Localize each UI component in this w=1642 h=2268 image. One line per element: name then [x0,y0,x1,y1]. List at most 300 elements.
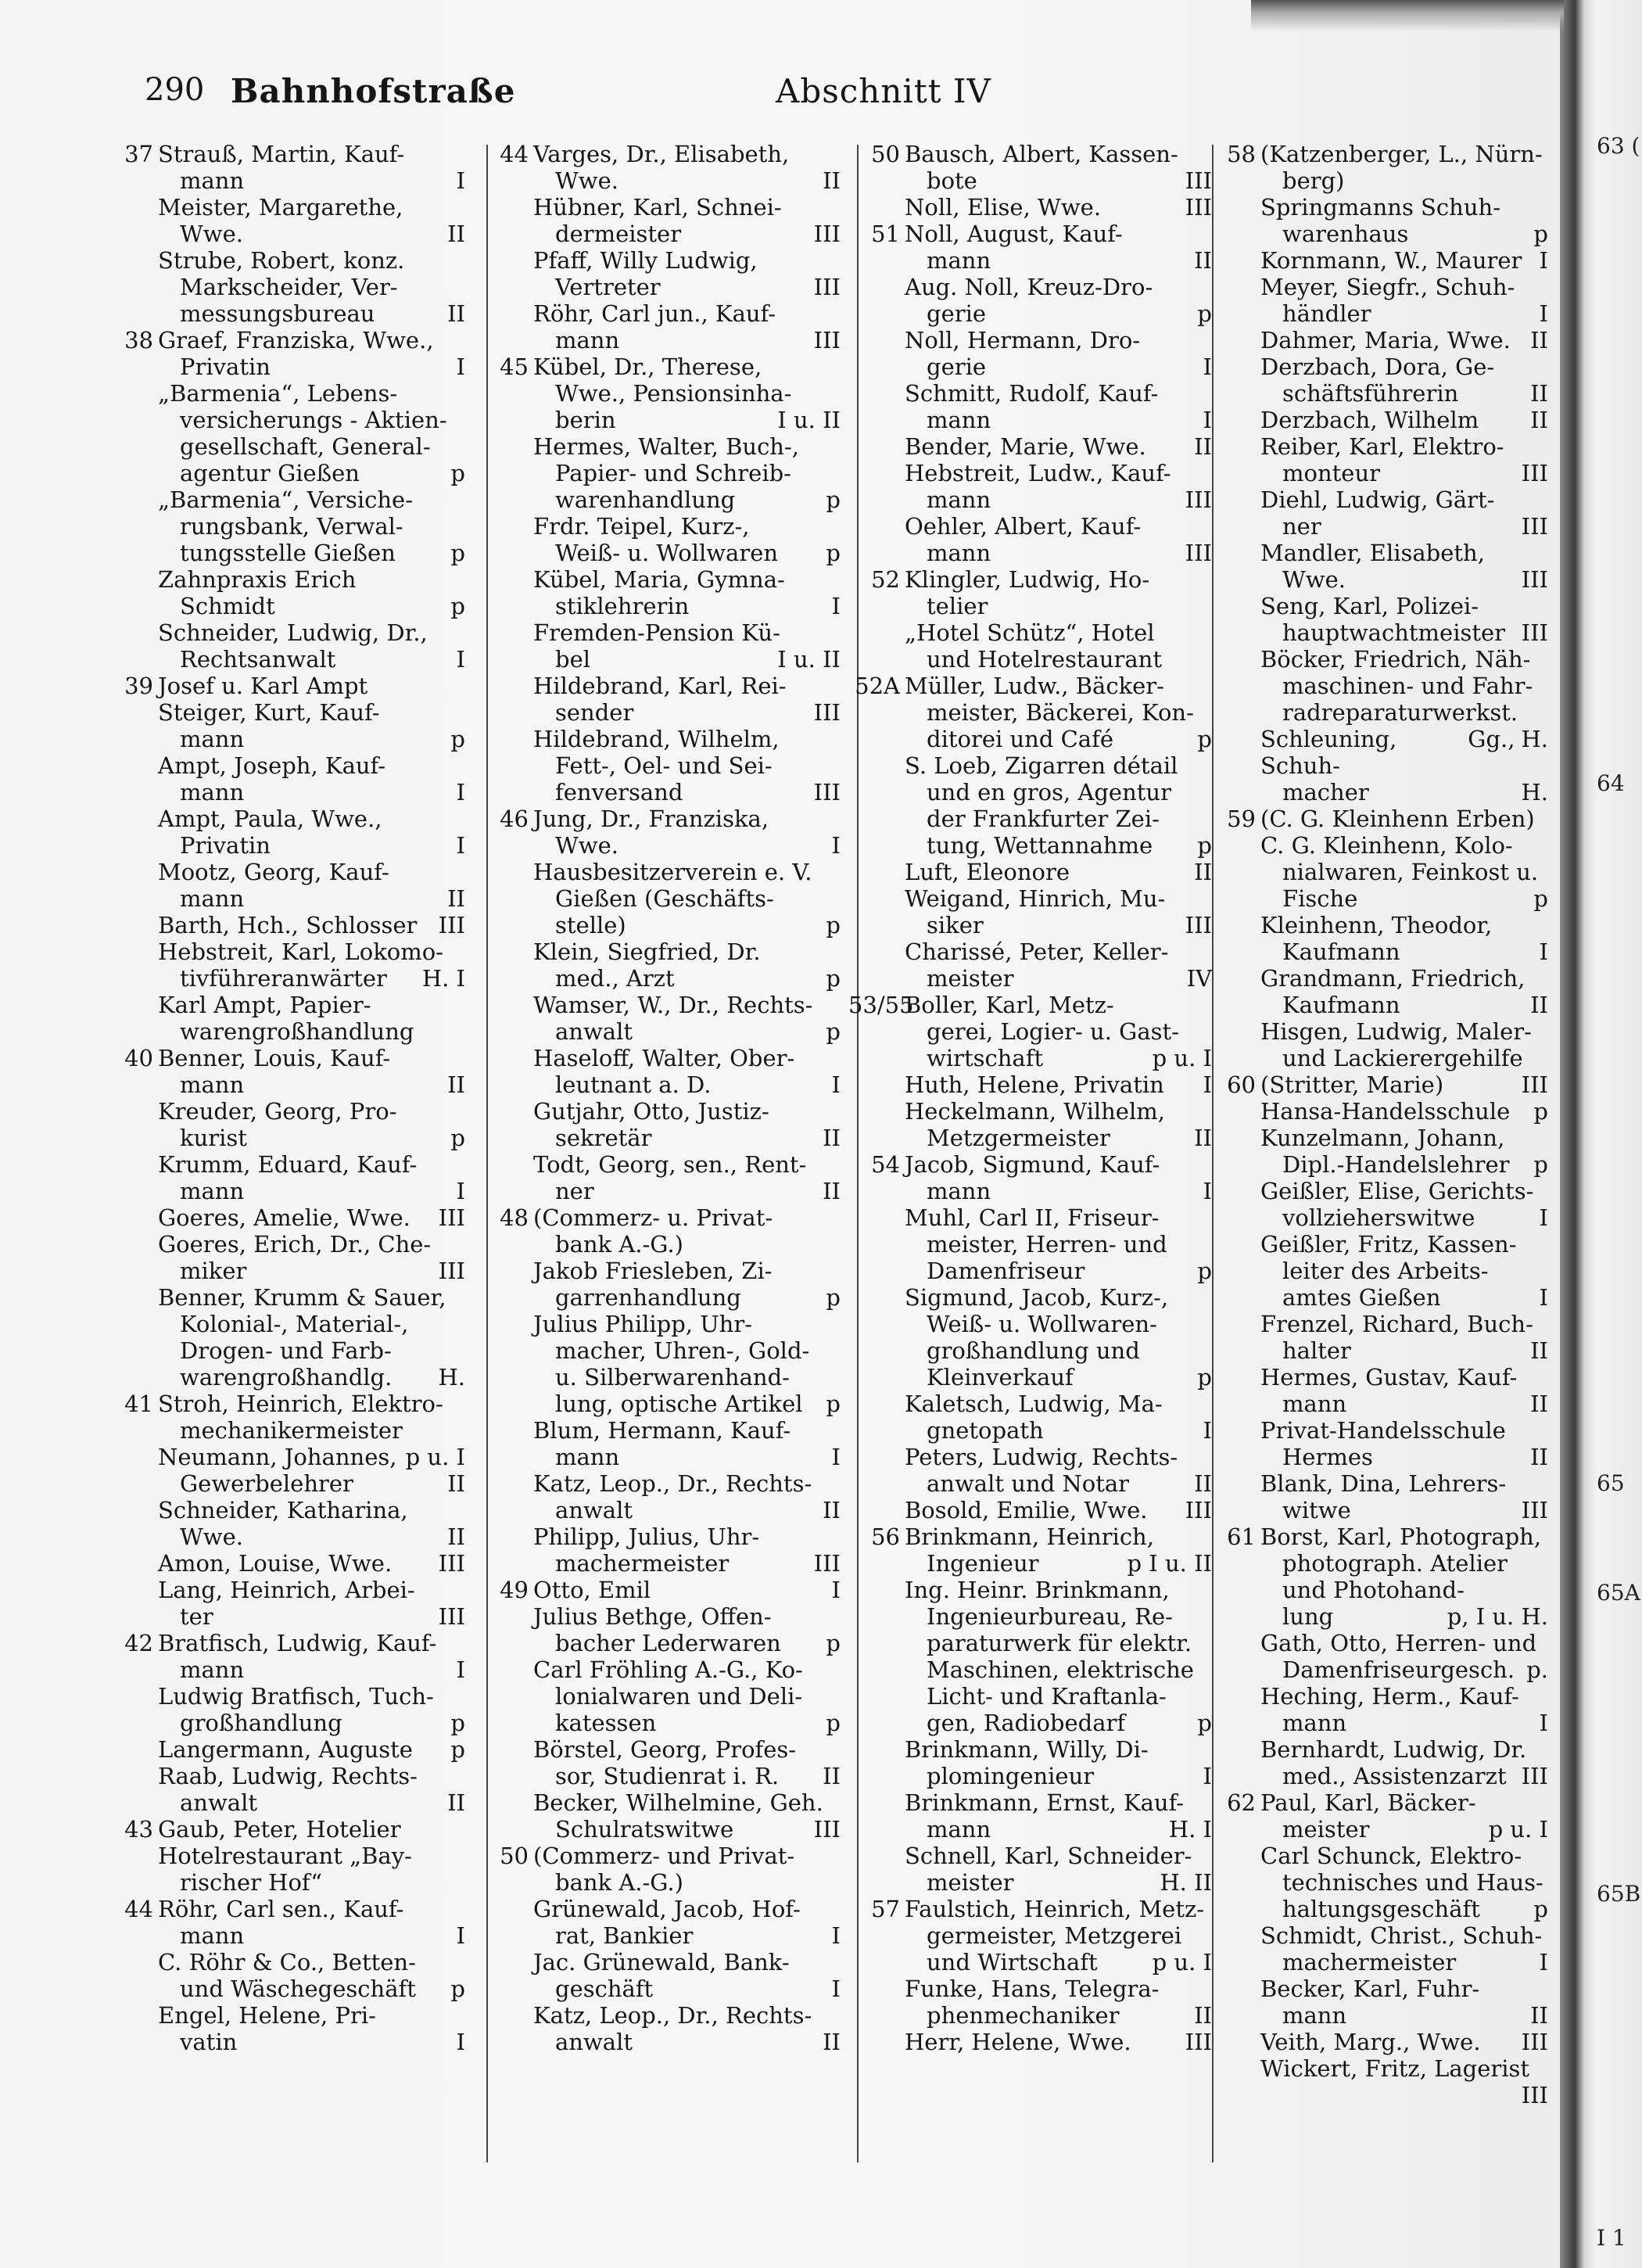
floor-indicator: III [438,1603,465,1630]
entry-name-line [905,1098,1212,1125]
entry-text: Wwe., Pensionsinha- [555,380,792,407]
entry-continuation-line [905,1630,1212,1656]
directory-entry [117,699,465,752]
floor-indicator: p [450,1710,465,1736]
floor-indicator: III [813,221,841,247]
directory-entry [864,1976,1212,2029]
entry-continuation-line [1260,1204,1548,1231]
entry-continuation-line [905,646,1212,673]
entry-name-line [533,2002,841,2029]
entry-name-line [533,1045,841,1071]
entry-text: Hausbesitzerverein e. V. [533,859,812,885]
entry-text: ditorei und Café [927,726,1113,752]
entry-text: Lang, Heinrich, Arbei- [158,1577,415,1603]
floor-indicator: II [447,221,465,247]
entry-name-line [1260,486,1548,513]
entry-text: leutnant a. D. [555,1071,712,1098]
entry-text: Ludwig Bratfisch, Tuch- [158,1683,434,1710]
entry-continuation-line [905,1816,1212,1843]
entry-text: (Katzenberger, L., Nürn- [1260,141,1543,167]
entry-name-line [905,752,1212,779]
directory-entry [493,806,841,859]
entry-name-line [1260,1311,1548,1337]
entry-text: Kleinhenn, Theodor, [1260,912,1493,938]
floor-indicator: p [1197,1710,1212,1736]
directory-entry [117,2002,465,2055]
directory-entry [1220,194,1548,247]
entry-text: Krumm, Eduard, Kauf- [158,1151,418,1178]
entry-text: Mandler, Elisabeth, [1260,540,1485,566]
floor-indicator: II [823,167,841,194]
entry-continuation-line [1260,885,1548,912]
entry-text: mann [1282,1710,1347,1736]
entry-continuation-line [158,513,465,540]
floor-indicator: I [1203,1178,1212,1204]
entry-name-line [905,513,1212,540]
directory-entry [864,1391,1212,1444]
entry-text: photograph. Atelier [1282,1550,1508,1577]
entry-name-line [158,1949,465,1976]
entry-continuation-line [1260,460,1548,486]
directory-entry [493,1045,841,1098]
entry-continuation-line [1260,1603,1548,1630]
entry-text: Fett-, Oel- und Sei- [555,752,773,779]
entry-text: Weigand, Hinrich, Mu- [905,885,1166,912]
entry-text: Hebstreit, Ludw., Kauf- [905,460,1171,486]
floor-indicator: III [813,779,841,806]
floor-indicator: I [831,1071,841,1098]
entry-text: sender [555,699,634,726]
floor-indicator: I [831,1577,841,1603]
entry-continuation-line [158,353,465,380]
entry-text: Kübel, Dr., Therese, [533,353,762,380]
entry-text: warengroßhandlung [180,1018,414,1045]
directory-entry [864,221,1212,274]
entry-continuation-line [905,1763,1212,1789]
entry-text: S. Loeb, Zigarren détail [905,752,1178,779]
entry-name-line [905,1976,1212,2002]
floor-indicator: I [831,832,841,859]
entry-text: Kaufmann [1282,992,1400,1018]
entry-text: tungsstelle Gießen [180,540,396,566]
entry-continuation-line [158,167,465,194]
entry-text: lung [1282,1603,1334,1630]
house-number: 52 [871,566,900,593]
entry-name-line [533,433,841,460]
entry-text: Goeres, Erich, Dr., Che- [158,1231,432,1258]
entry-name-line [533,1258,841,1284]
entry-text: meister, Herren- und [927,1231,1167,1258]
directory-entry [117,1736,465,1763]
entry-name-line [533,726,841,752]
entry-text: Borst, Karl, Photograph, [1260,1523,1542,1550]
entry-name-line [533,1470,841,1497]
entry-text: Noll, August, Kauf- [905,221,1123,247]
entry-text: Dahmer, Maria, Wwe. [1260,327,1511,353]
entry-text: Benner, Krumm & Sauer, [158,1284,446,1311]
entry-name-line [1260,1976,1548,2002]
entry-continuation-line [905,1311,1212,1337]
entry-text: Boller, Karl, Metz- [905,992,1114,1018]
floor-indicator: II [1530,327,1548,353]
entry-text: mechanikermeister [180,1417,403,1444]
directory-entry [1220,965,1548,1018]
entry-name-line [1260,1736,1548,1763]
entry-text: katessen [555,1710,657,1736]
entry-text: tung, Wettannahme [927,832,1153,859]
entry-continuation-line [533,832,841,859]
entry-name-line [905,194,1212,221]
entry-text: Metzgermeister [927,1125,1110,1151]
entry-text: Fremden-Pension Kü- [533,619,780,646]
entry-name-line [1260,1018,1548,1045]
entry-continuation-line [533,327,841,353]
entry-text: „Barmenia“, Versiche- [158,486,413,513]
entry-name-line [533,1736,841,1763]
directory-entry [1220,1178,1548,1231]
entry-text: phenmechaniker [927,2002,1120,2029]
entry-name-line [533,1151,841,1178]
floor-indicator: p [1197,832,1212,859]
entry-name-line [1260,1071,1548,1098]
entry-continuation-line [533,1071,841,1098]
entry-continuation-line [158,1071,465,1098]
directory-entry [117,486,465,566]
entry-text: Hansa-Handelsschule [1260,1098,1511,1125]
entry-text: mann [180,1071,245,1098]
entry-text: Karl Ampt, Papier- [158,992,371,1018]
entry-text: Weiß- u. Wollwaren [555,540,779,566]
entry-name-line [533,141,841,167]
floor-indicator: II [447,885,465,912]
entry-name-line [533,566,841,593]
entry-name-line [533,619,841,646]
floor-indicator: I [456,1178,465,1204]
floor-indicator: p u. I [405,1444,465,1470]
entry-text: rat, Bankier [555,1922,694,1949]
entry-continuation-line [533,1922,841,1949]
entry-text: mann [927,407,991,433]
entry-text: Schulratswitwe [555,1816,734,1843]
directory-entry [493,1843,841,1896]
floor-indicator: II [447,1470,465,1497]
directory-entry [117,1444,465,1497]
entry-text: vollzieherswitwe [1282,1204,1475,1231]
entry-text: Otto, Emil [533,1577,651,1603]
floor-indicator: III [1185,912,1212,938]
entry-text: Hebstreit, Karl, Lokomo- [158,938,443,965]
entry-continuation-line [158,1125,465,1151]
entry-text: mann [180,167,245,194]
entry-name-line [158,1045,465,1071]
directory-entry [493,1151,841,1204]
entry-text: Steiger, Kurt, Kauf- [158,699,380,726]
directory-entry [864,938,1212,992]
house-number: 37 [124,141,153,167]
entry-continuation-line [533,2029,841,2055]
entry-text: Licht- und Kraftanla- [927,1683,1167,1710]
floor-indicator: I [1539,247,1548,274]
floor-indicator: p [1533,885,1548,912]
directory-entry [1220,1683,1548,1736]
entry-continuation-line [905,1018,1212,1045]
directory-entry [117,247,465,327]
entry-text: stelle) [555,912,626,938]
floor-indicator: III [1521,1071,1548,1098]
directory-entry [117,1896,465,1949]
entry-name-line [1260,1523,1548,1550]
house-number: 57 [871,1896,900,1922]
floor-indicator: I [1539,1284,1548,1311]
entry-text: vatin [180,2029,238,2055]
adjacent-page-fragment: 65 [1597,1470,1625,1496]
entry-text: Carl Fröhling A.-G., Ko- [533,1656,803,1683]
floor-indicator: I [456,832,465,859]
entry-text: Hildebrand, Karl, Rei- [533,673,787,699]
floor-indicator: p [826,540,841,566]
entry-text: ner [555,1178,594,1204]
entry-text: sekretär [555,1125,652,1151]
entry-name-line [158,1843,465,1869]
entry-text: amtes Gießen [1282,1284,1441,1311]
entry-continuation-line [905,300,1212,327]
entry-text: lonialwaren und Deli- [555,1683,803,1710]
entry-name-line [905,1071,1212,1098]
floor-indicator: p [826,1391,841,1417]
entry-name-line [1260,274,1548,300]
house-number: 43 [124,1816,153,1843]
directory-entry [1220,1976,1548,2029]
entry-text: telier [927,593,988,619]
entry-text: Brinkmann, Heinrich, [905,1523,1154,1550]
entry-text: Kunzelmann, Johann, [1260,1125,1505,1151]
column-divider [1212,145,1214,2162]
floor-indicator: II [1194,247,1212,274]
entry-name-line [1260,247,1548,274]
directory-entry [117,1843,465,1896]
directory-entry [493,566,841,619]
entry-continuation-line [905,167,1212,194]
entry-name-line [158,992,465,1018]
entry-text: Bosold, Emilie, Wwe. [905,1497,1148,1523]
directory-entry [493,1470,841,1523]
directory-column-1 [117,141,465,2252]
entry-continuation-line [905,1045,1212,1071]
entry-continuation-line [905,726,1212,752]
entry-continuation-line [533,1816,841,1843]
directory-column-2 [493,141,841,2252]
directory-entry [1220,1789,1548,1843]
directory-entry [864,2029,1212,2055]
floor-indicator: p [826,1630,841,1656]
entry-continuation-line [158,1364,465,1391]
entry-name-line [158,859,465,885]
entry-text: warengroßhandlg. [180,1364,393,1391]
entry-text: Kornmann, W., Maurer [1260,247,1522,274]
entry-name-line [905,1444,1212,1470]
entry-text: mann [180,885,245,912]
entry-text: gen, Radiobedarf [927,1710,1126,1736]
floor-indicator: I [1203,1763,1212,1789]
floor-indicator: I [1539,1710,1548,1736]
entry-continuation-line [533,1444,841,1470]
entry-text: Jakob Friesleben, Zi- [533,1258,773,1284]
entry-continuation-line [1260,1550,1548,1577]
directory-entry [864,1444,1212,1497]
entry-text: geschäft [555,1976,654,2002]
entry-continuation-line [533,1125,841,1151]
entry-continuation-line [533,221,841,247]
directory-entry [864,1497,1212,1523]
entry-text: Barth, Hch., Schlosser [158,912,418,938]
directory-entry [493,247,841,300]
house-number: 62 [1227,1789,1256,1816]
entry-text: Röhr, Carl jun., Kauf- [533,300,776,327]
entry-text: Hermes, Walter, Buch-, [533,433,799,460]
entry-text: mann [1282,1391,1347,1417]
house-number: 50 [871,141,900,167]
entry-text: rischer Hof“ [180,1869,323,1896]
entry-name-line [1260,407,1548,433]
directory-entry [493,141,841,194]
entry-name-line [1260,1098,1548,1125]
floor-indicator: I [1539,300,1548,327]
floor-indicator: p [826,486,841,513]
entry-text: Wwe. [555,167,619,194]
entry-text: Langermann, Auguste [158,1736,413,1763]
entry-text: Carl Schunck, Elektro- [1260,1843,1522,1869]
entry-text: meister [1282,1816,1370,1843]
entry-text: Hisgen, Ludwig, Maler- [1260,1018,1532,1045]
floor-indicator: I u. II [777,407,841,433]
floor-indicator: p [1533,221,1548,247]
entry-text: Hildebrand, Wilhelm, [533,726,780,752]
entry-name-line [158,1497,465,1523]
entry-continuation-line [1260,1577,1548,1603]
entry-text: haltungsgeschäft [1282,1896,1480,1922]
entry-name-line [905,1843,1212,1869]
entry-text: Philipp, Julius, Uhr- [533,1523,760,1550]
directory-entry [1220,1630,1548,1683]
directory-entry [1220,327,1548,353]
entry-continuation-line [1260,1151,1548,1178]
floor-indicator: III [1185,194,1212,221]
floor-indicator: III [438,912,465,938]
floor-indicator: p u. I [1152,1045,1212,1071]
entry-name-line [158,1630,465,1656]
directory-entry [493,992,841,1045]
entry-continuation-line [533,1018,841,1045]
entry-text: Huth, Helene, Privatin [905,1071,1164,1098]
entry-text: maschinen- und Fahr- [1282,673,1533,699]
entry-name-line [533,194,841,221]
entry-text: Fische [1282,885,1358,912]
entry-continuation-line [1260,1869,1548,1896]
entry-text: Brinkmann, Willy, Di- [905,1736,1149,1763]
entry-continuation-line [533,407,841,433]
entry-text: Jac. Grünewald, Bank- [533,1949,790,1976]
entry-text: garrenhandlung [555,1284,741,1311]
directory-entry [493,1577,841,1603]
entry-name-line [905,274,1212,300]
entry-text: Todt, Georg, sen., Rent- [533,1151,807,1178]
entry-name-line [533,1204,841,1231]
entry-text: Noll, Hermann, Dro- [905,327,1141,353]
directory-entry [493,1417,841,1470]
entry-continuation-line [905,1364,1212,1391]
entry-text: gesellschaft, General- [180,433,431,460]
directory-entry [1220,1843,1548,1922]
entry-text: „Barmenia“, Lebens- [158,380,398,407]
entry-text: mann [927,1178,991,1204]
entry-name-line [158,1444,465,1470]
entry-text: Herr, Helene, Wwe. [905,2029,1131,2055]
entry-continuation-line [1260,1656,1548,1683]
entry-text: und en gros, Agentur [927,779,1171,806]
entry-text: mann [180,779,245,806]
entry-text: und Lackierergehilfe [1282,1045,1523,1071]
entry-text: Bausch, Albert, Kassen- [905,141,1178,167]
entry-continuation-line [158,885,465,912]
entry-name-line [905,885,1212,912]
entry-name-line [1260,593,1548,619]
floor-indicator: I [831,1976,841,2002]
entry-text: Julius Philipp, Uhr- [533,1311,752,1337]
directory-entry [493,1603,841,1656]
entry-continuation-line [1260,1444,1548,1470]
house-number: 58 [1227,141,1256,167]
entry-continuation-line [158,300,465,327]
floor-indicator: II [447,1789,465,1816]
floor-indicator: p [450,460,465,486]
directory-entry [864,1204,1212,1284]
entry-continuation-line [533,167,841,194]
directory-entry [493,1789,841,1843]
entry-text: und Photohand- [1282,1577,1465,1603]
entry-name-line [533,300,841,327]
directory-entry [1220,1071,1548,1098]
entry-continuation-line [158,1523,465,1550]
floor-indicator: II [1194,433,1212,460]
entry-name-line [533,1523,841,1550]
entry-name-line [158,1550,465,1577]
entry-text: bank A.-G.) [555,1231,683,1258]
section-title: Abschnitt IV [776,72,991,110]
directory-entry [493,433,841,513]
house-number: 56 [871,1523,900,1550]
entry-name-line [1260,1922,1548,1949]
entry-text: Heckelmann, Wilhelm, [905,1098,1165,1125]
entry-continuation-line [1260,859,1548,885]
entry-continuation-line [905,806,1212,832]
entry-continuation-line [533,1284,841,1311]
entry-text: Schmitt, Rudolf, Kauf- [905,380,1159,407]
entry-text: machermeister [1282,1949,1457,1976]
entry-continuation-line [158,832,465,859]
entry-name-line [1260,726,1548,779]
directory-entry [1220,407,1548,433]
entry-text: Hermes [1282,1444,1373,1470]
floor-indicator: p [826,912,841,938]
entry-continuation-line [1260,1763,1548,1789]
directory-entry [864,1896,1212,1976]
house-number: 44 [124,1896,153,1922]
directory-entry [864,1151,1212,1204]
entry-name-line [533,938,841,965]
entry-name-line [1260,433,1548,460]
entry-continuation-line [533,885,841,912]
floor-indicator: p, I u. H. [1447,1603,1548,1630]
